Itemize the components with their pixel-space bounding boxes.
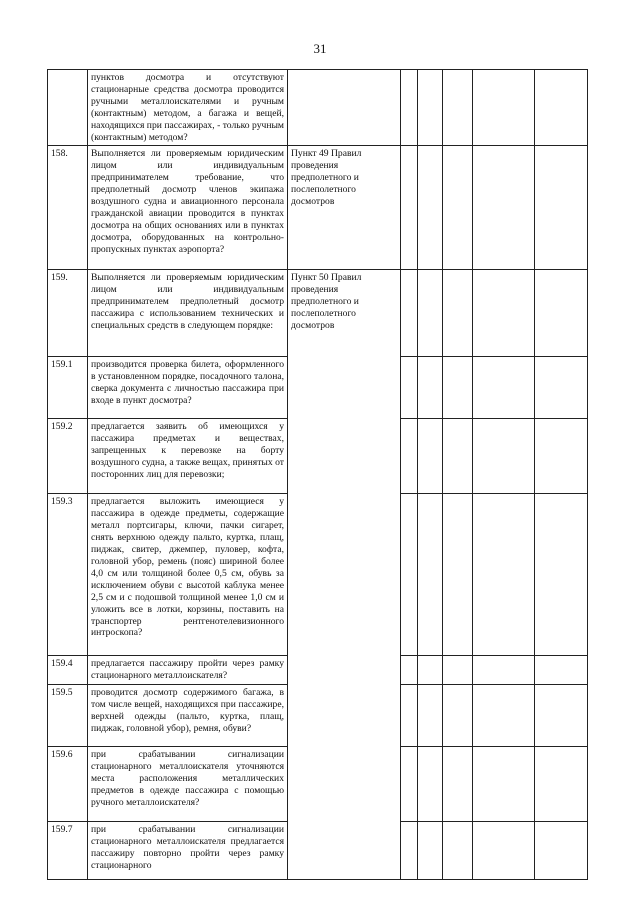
answer-cell [443, 419, 473, 494]
answer-cell [535, 146, 588, 270]
answer-cell [443, 357, 473, 419]
answer-cell [443, 494, 473, 656]
answer-cell [535, 494, 588, 656]
row-number: 159.4 [48, 656, 88, 685]
answer-cell [401, 419, 418, 494]
row-number: 159.1 [48, 357, 88, 419]
answer-cell [473, 70, 535, 146]
answer-cell [473, 357, 535, 419]
answer-cell [473, 656, 535, 685]
answer-cell [418, 270, 443, 357]
question-text: Выполняется ли проверяемым юридическим лицом или индивидуальным предпринимателем предполетный досмотр пассажира с использованием технических и специальных средств в следующем порядке: [88, 270, 288, 357]
answer-cell [401, 70, 418, 146]
answer-cell [473, 822, 535, 880]
answer-cell [401, 270, 418, 357]
question-text: предлагается выложить имеющиеся у пассажира в одежде предметы, содержащие металл портсигары, ключи, пачки сигарет, снять верхнюю одежду пальто, куртка, плащ, пиджак, свитер, джемпер, пуловер, кофта, головной убор, ремень (пояс) шириной более 4,0 см или толщиной более 0,5 см, обувь за исключением обуви с высотой каблука менее 2,5 см и с подошвой толщиной менее 1,0 см и уложить все в лотки, корзины, поставить на транспортер рентгенотелевизионного интроскопа? [88, 494, 288, 656]
reference-text: Пункт 50 Правил проведения предполетного и послеполетного досмотров [288, 270, 401, 880]
answer-cell [443, 747, 473, 822]
answer-cell [418, 494, 443, 656]
answer-cell [401, 747, 418, 822]
question-text: Выполняется ли проверяемым юридическим лицом или индивидуальным предпринимателем требование, что предполетный досмотр членов экипажа воздушного судна и авиационного персонала гражданской авиации проводится в пунктах досмотра на общих основаниях или в пунктах досмотра, оборудованных на контрольно-пропускных пунктах аэропорта? [88, 146, 288, 270]
question-text: предлагается пассажиру пройти через рамку стационарного металлоискателя? [88, 656, 288, 685]
answer-cell [418, 146, 443, 270]
row-number: 159.2 [48, 419, 88, 494]
answer-cell [535, 419, 588, 494]
answer-cell [401, 146, 418, 270]
question-text: пунктов досмотра и отсутствуют стационарные средства досмотра проводится ручными металлоискателями и ручным (контактным) методом, а багажа и вещей, находящихся при пассажирах, - только ручным (контактным) методом? [88, 70, 288, 146]
reference-text [288, 70, 401, 146]
row-number: 159.3 [48, 494, 88, 656]
answer-cell [473, 146, 535, 270]
answer-cell [443, 822, 473, 880]
table-row [48, 70, 588, 146]
question-text: предлагается заявить об имеющихся у пассажира предметах и веществах, запрещенных к перевозке на борту воздушного судна, а также вещах, принятых от посторонних лиц для перевозки; [88, 419, 288, 494]
answer-cell [418, 656, 443, 685]
answer-cell [443, 656, 473, 685]
answer-cell [418, 685, 443, 747]
answer-cell [418, 747, 443, 822]
answer-cell [401, 822, 418, 880]
row-number: 159.5 [48, 685, 88, 747]
answer-cell [418, 822, 443, 880]
answer-cell [473, 494, 535, 656]
row-number: 159. [48, 270, 88, 357]
answer-cell [443, 685, 473, 747]
row-number: 159.6 [48, 747, 88, 822]
answer-cell [473, 685, 535, 747]
question-text: проводится досмотр содержимого багажа, в том числе вещей, находящихся при пассажире, верхней одежды (пальто, куртка, плащ, пиджак, головной убор), ремня, обуви? [88, 685, 288, 747]
answer-cell [473, 270, 535, 357]
answer-cell [418, 70, 443, 146]
answer-cell [535, 656, 588, 685]
question-text: при срабатывании сигнализации стационарного металлоискателя предлагается пассажиру повторно пройти через рамку стационарного [88, 822, 288, 880]
row-number: 159.7 [48, 822, 88, 880]
answer-cell [401, 685, 418, 747]
answer-cell [443, 270, 473, 357]
answer-cell [473, 747, 535, 822]
answer-cell [443, 146, 473, 270]
answer-cell [535, 70, 588, 146]
row-number: 158. [48, 146, 88, 270]
answer-cell [418, 419, 443, 494]
answer-cell [401, 656, 418, 685]
answer-cell [401, 357, 418, 419]
answer-cell [535, 685, 588, 747]
answer-cell [401, 494, 418, 656]
question-text: при срабатывании сигнализации стационарного металлоискателя уточняются места расположения металлических предметов в одежде пассажира с помощью ручного металлоискателя? [88, 747, 288, 822]
table-row [48, 270, 588, 357]
answer-cell [535, 822, 588, 880]
answer-cell [418, 357, 443, 419]
answer-cell [535, 747, 588, 822]
checklist-table [47, 69, 588, 880]
answer-cell [443, 70, 473, 146]
row-number [48, 70, 88, 146]
page-number: 31 [313, 41, 327, 56]
reference-text: Пункт 49 Правил проведения предполетного и послеполетного досмотров [288, 146, 401, 270]
table-row [48, 146, 588, 270]
answer-cell [535, 270, 588, 357]
question-text: производится проверка билета, оформленного в установленном порядке, посадочного талона, сверка документа с личностью пассажира при входе в пункт досмотра? [88, 357, 288, 419]
answer-cell [473, 419, 535, 494]
answer-cell [535, 357, 588, 419]
